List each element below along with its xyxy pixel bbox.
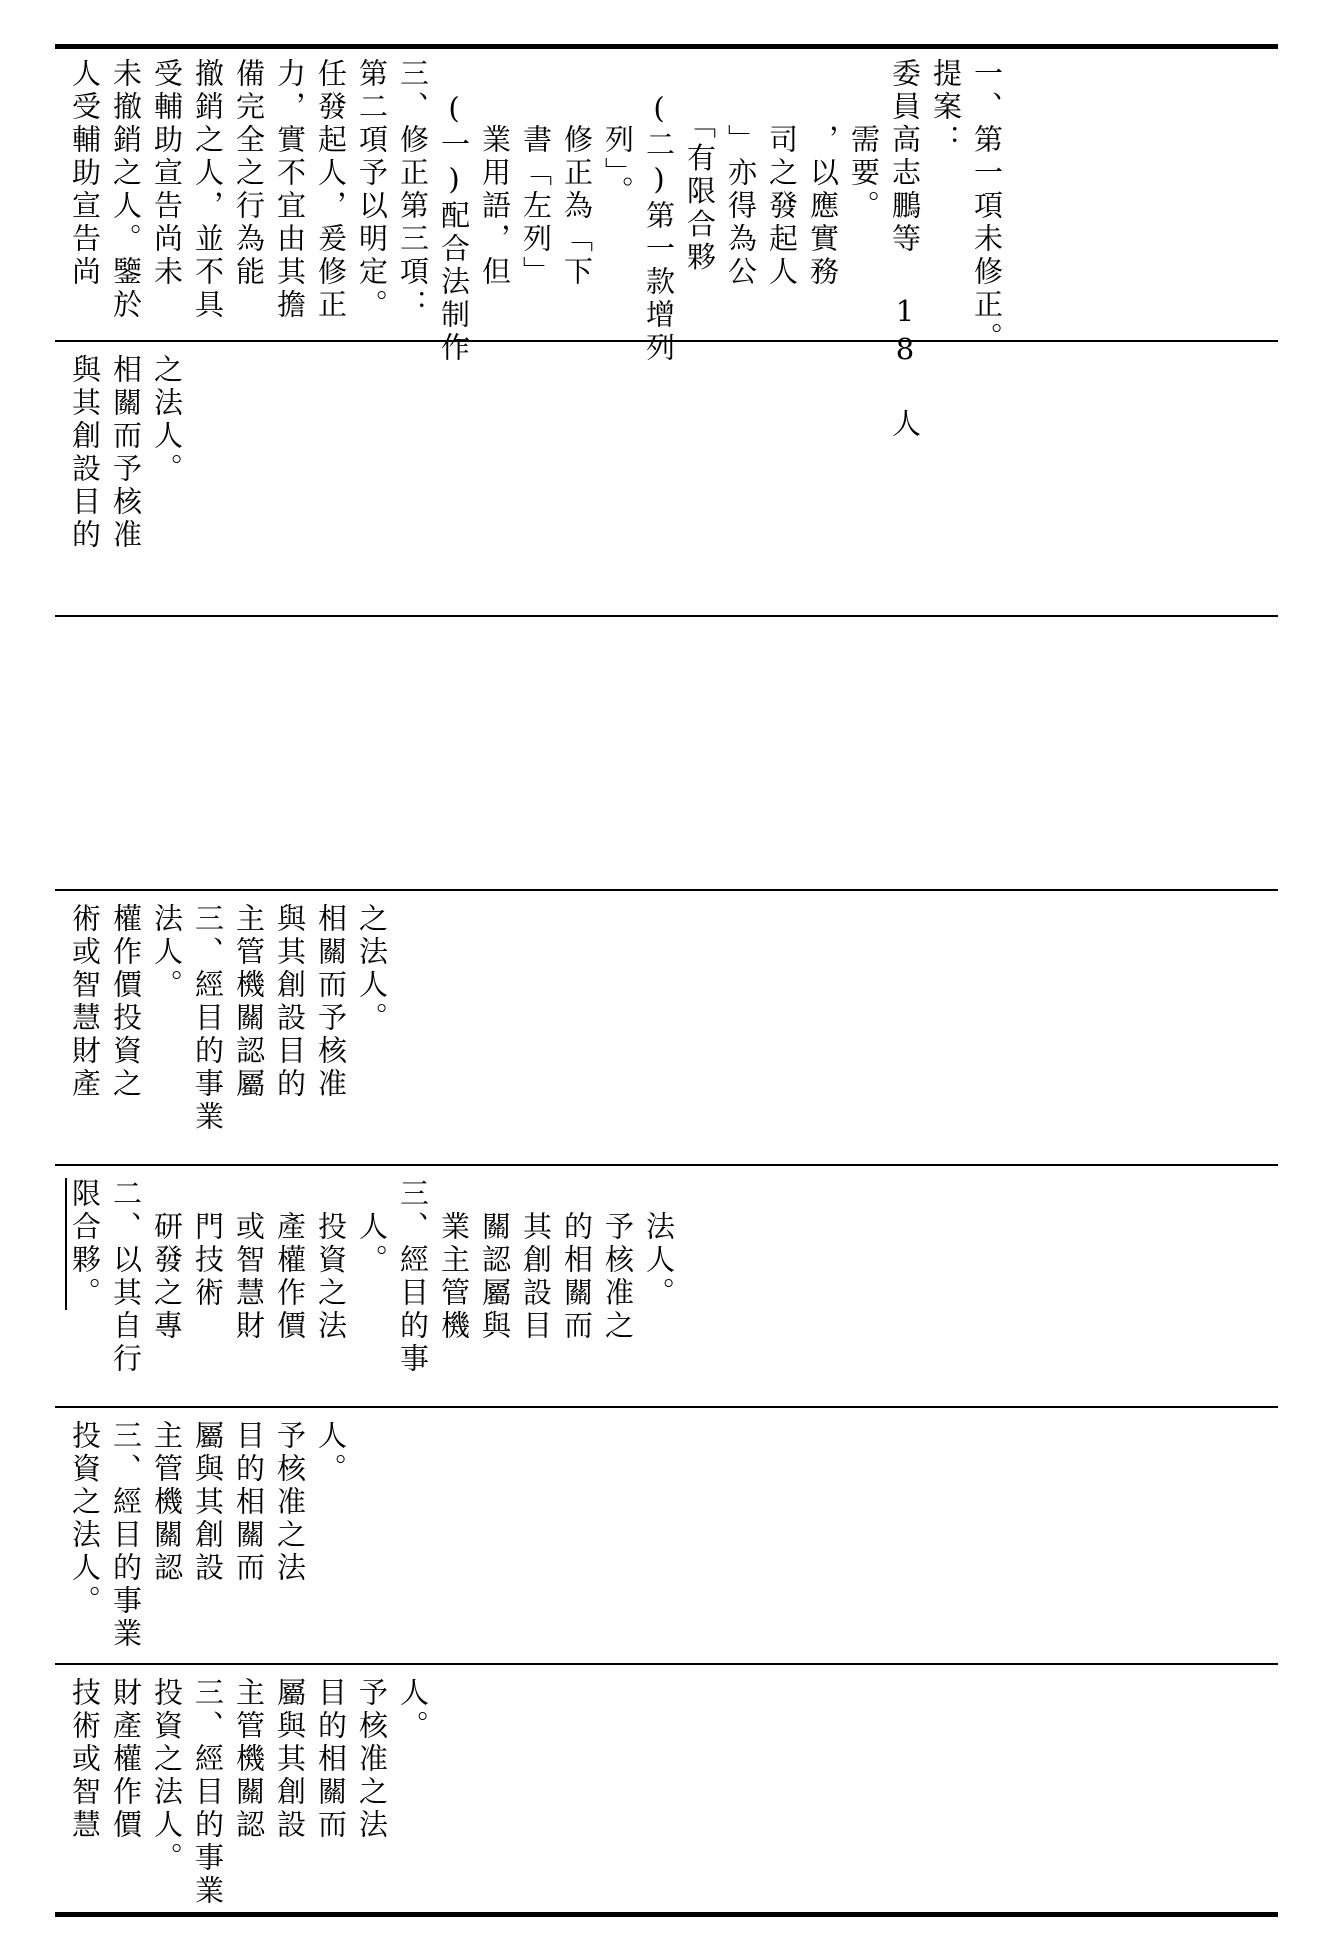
- text-line: 一、第一項未修正。: [970, 58, 1004, 355]
- text-column: [270, 58, 310, 322]
- text-column: [106, 903, 146, 1101]
- text-column: [475, 58, 515, 289]
- text-line: 產權作價: [273, 1178, 307, 1343]
- text-column: [967, 58, 1007, 355]
- text-column: [393, 1178, 433, 1376]
- text-column: [147, 1677, 187, 1875]
- text-line: 予核准之: [601, 1178, 635, 1343]
- text-line: 人受輔助宣告尚: [68, 58, 102, 289]
- text-column: [229, 1178, 269, 1343]
- text-column: [844, 58, 884, 223]
- text-column: [516, 58, 556, 289]
- text-column: [65, 1420, 105, 1618]
- text-column: [188, 58, 228, 322]
- text-line: 投資之法人。: [150, 1677, 184, 1875]
- text-column: [147, 354, 187, 486]
- text-column: [680, 58, 720, 275]
- text-line: 提案：: [929, 58, 963, 157]
- text-column: [598, 1178, 638, 1343]
- text-line: 或智慧財: [232, 1178, 266, 1343]
- text-column: [352, 903, 392, 1035]
- text-line: 委員高志鵬等 18 人: [888, 58, 922, 441]
- text-line: 的相關而: [560, 1178, 594, 1343]
- table-cell-row-4: [55, 903, 1278, 1161]
- row-divider-3: [55, 889, 1278, 891]
- text-column: [270, 1420, 310, 1585]
- text-column: [311, 1677, 351, 1842]
- table-cell-row-2: [55, 354, 1278, 612]
- text-line: 業用語，但: [478, 58, 512, 289]
- text-line: 主管機關認: [150, 1420, 184, 1585]
- text-column: [188, 1420, 228, 1585]
- text-column: [106, 354, 146, 552]
- text-line: 書「左列」: [519, 58, 553, 289]
- text-line: 其創設目: [519, 1178, 553, 1343]
- text-line: 受輔助宣告尚未: [150, 58, 184, 289]
- text-line: 力，實不宜由其擔: [273, 58, 307, 322]
- text-line: (二)第一款增列: [642, 58, 676, 365]
- text-column: [188, 1677, 228, 1908]
- text-line: 列」。: [601, 58, 635, 209]
- text-column: [639, 1178, 679, 1310]
- text-line: 三、修正第三項：: [396, 58, 430, 322]
- text-line: 財產權作價: [109, 1677, 143, 1842]
- text-line: 法人。: [642, 1178, 676, 1310]
- text-line: 司之發起人: [765, 58, 799, 289]
- text-column: [188, 903, 228, 1134]
- text-column: [147, 1178, 187, 1343]
- text-line: 「有限合夥: [683, 58, 717, 275]
- table-cell-row-5: [55, 1178, 1278, 1404]
- text-column: [106, 1178, 146, 1376]
- row-divider-2: [55, 615, 1278, 617]
- text-line: 」亦得為公: [724, 58, 758, 289]
- text-column: [229, 58, 269, 289]
- text-column: [352, 1677, 392, 1842]
- table-cell-row-6: [55, 1420, 1278, 1660]
- text-line: 與其創設目的: [273, 903, 307, 1101]
- text-line: 三、經目的事: [396, 1178, 430, 1376]
- text-line: 法人。: [150, 903, 184, 1002]
- text-column: [229, 903, 269, 1101]
- text-column: [557, 58, 597, 289]
- text-line: 之法人。: [355, 903, 389, 1035]
- text-line: 予核准之法: [273, 1420, 307, 1585]
- text-line: 三、經目的事業: [191, 903, 225, 1134]
- table-cell-row-7: [55, 1677, 1278, 1909]
- top-rule: [55, 44, 1278, 49]
- text-column: [106, 58, 146, 322]
- text-column: [311, 1420, 351, 1486]
- text-line: 業主管機: [437, 1178, 471, 1343]
- text-column: [147, 58, 187, 289]
- text-line: 相關而予核准: [314, 903, 348, 1101]
- text-column: [352, 1178, 392, 1277]
- text-line: 研發之專: [150, 1178, 184, 1343]
- text-column: [106, 1677, 146, 1842]
- text-line: 與其創設目的: [68, 354, 102, 552]
- text-line: 相關而予核准: [109, 354, 143, 552]
- text-column: [147, 903, 187, 1002]
- text-column: [393, 1677, 433, 1743]
- text-line: 術或智慧財產: [68, 903, 102, 1101]
- text-line: 權作價投資之: [109, 903, 143, 1101]
- text-column: [311, 1178, 351, 1343]
- text-column: [147, 1420, 187, 1585]
- text-column: [65, 1677, 105, 1842]
- text-line: 主管機關認屬: [232, 903, 266, 1101]
- text-column: [270, 1178, 310, 1343]
- text-column: [352, 58, 392, 322]
- text-column: [762, 58, 802, 289]
- text-column: [639, 58, 679, 365]
- row-divider-6: [55, 1663, 1278, 1665]
- text-column: [926, 58, 966, 157]
- text-column: [106, 1420, 146, 1651]
- text-column: [311, 903, 351, 1101]
- text-column: [229, 1420, 269, 1585]
- text-line: 限合夥。: [68, 1178, 102, 1310]
- text-line: 門技術: [191, 1178, 225, 1310]
- text-column: [188, 1178, 228, 1310]
- text-column: [721, 58, 761, 289]
- text-column: [270, 1677, 310, 1842]
- row-divider-5: [55, 1406, 1278, 1408]
- text-line: 目的相關而: [314, 1677, 348, 1842]
- text-line: 投資之法: [314, 1178, 348, 1343]
- text-line: 技術或智慧: [68, 1677, 102, 1842]
- text-column: [598, 58, 638, 209]
- text-line: 投資之法人。: [68, 1420, 102, 1618]
- text-line: ，以應實務: [806, 58, 840, 289]
- text-column: [557, 1178, 597, 1343]
- text-column: [516, 1178, 556, 1343]
- text-line: 備完全之行為能: [232, 58, 266, 289]
- text-line: 三、經目的事業: [109, 1420, 143, 1651]
- text-line: 三、經目的事業: [191, 1677, 225, 1908]
- text-line: 任發起人，爰修正: [314, 58, 348, 322]
- bottom-rule: [55, 1912, 1278, 1917]
- text-column: [311, 58, 351, 322]
- text-line: 關認屬與: [478, 1178, 512, 1343]
- text-line: 屬與其創設: [273, 1677, 307, 1842]
- text-line: 主管機關認: [232, 1677, 266, 1842]
- text-line: 需要。: [847, 58, 881, 223]
- text-line: 人。: [396, 1677, 430, 1743]
- text-column: [65, 354, 105, 552]
- text-column: [434, 1178, 474, 1343]
- text-line: 之法人。: [150, 354, 184, 486]
- text-column: [65, 1178, 105, 1310]
- text-line: 未撤銷之人。鑒於: [109, 58, 143, 322]
- text-line: 第二項予以明定。: [355, 58, 389, 322]
- text-column: [65, 58, 105, 289]
- text-line: 人。: [314, 1420, 348, 1486]
- text-line: 目的相關而: [232, 1420, 266, 1585]
- text-line: (一)配合法制作: [437, 58, 471, 365]
- text-column: [434, 58, 474, 365]
- text-line: 修正為「下: [560, 58, 594, 289]
- text-column: [270, 903, 310, 1101]
- text-line: 屬與其創設: [191, 1420, 225, 1585]
- text-line: 人。: [355, 1178, 389, 1277]
- text-column: [803, 58, 843, 289]
- row-divider-4: [55, 1164, 1278, 1166]
- text-column: [65, 903, 105, 1101]
- text-line: 予核准之法: [355, 1677, 389, 1842]
- text-line: 撤銷之人，並不具: [191, 58, 225, 322]
- text-column: [393, 58, 433, 322]
- text-line: 二、以其自行: [109, 1178, 143, 1376]
- text-column: [229, 1677, 269, 1842]
- table-cell-row-3: [55, 629, 1278, 887]
- text-column: [475, 1178, 515, 1343]
